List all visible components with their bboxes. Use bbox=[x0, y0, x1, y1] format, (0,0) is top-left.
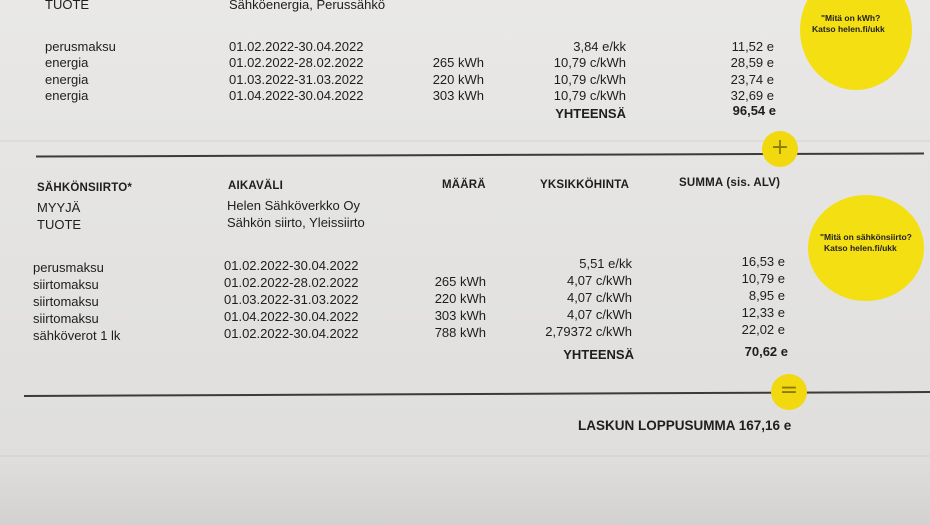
item-name: sähköverot 1 lk bbox=[33, 328, 121, 343]
item-sum: 11,52 e bbox=[731, 39, 774, 54]
info-bubble-line2: Katso helen.fi/ukk bbox=[812, 24, 885, 34]
item-sum: 23,74 e bbox=[730, 72, 774, 87]
item-name: siirtomaksu bbox=[33, 277, 99, 292]
product-label: TUOTE bbox=[37, 217, 82, 232]
item-period: 01.03.2022-31.03.2022 bbox=[229, 72, 364, 87]
product-value: Sähkön siirto, Yleissiirto bbox=[227, 215, 365, 230]
item-unit-price: 2,79372 c/kWh bbox=[545, 324, 632, 339]
item-unit-price: 4,07 c/kWh bbox=[566, 273, 632, 288]
item-unit-price: 4,07 c/kWh bbox=[566, 307, 632, 322]
product-label: TUOTE bbox=[45, 0, 90, 12]
column-header-period: AIKAVÄLI bbox=[228, 180, 284, 192]
item-unit-price: 4,07 c/kWh bbox=[566, 290, 632, 305]
info-bubble-line1: "Mitä on kWh? bbox=[821, 13, 881, 23]
item-period: 01.02.2022-30.04.2022 bbox=[229, 39, 364, 54]
item-unit-price: 10,79 c/kWh bbox=[553, 55, 626, 70]
equals-icon: = bbox=[771, 374, 807, 410]
paper-shadow bbox=[0, 455, 930, 525]
item-unit-price: 10,79 c/kWh bbox=[553, 88, 626, 103]
column-header-qty: MÄÄRÄ bbox=[442, 179, 486, 191]
item-qty: 303 kWh bbox=[434, 308, 486, 323]
subtotal-label: YHTEENSÄ bbox=[563, 347, 634, 362]
subtotal-value: 70,62 e bbox=[744, 344, 788, 359]
item-sum: 22,02 e bbox=[741, 322, 785, 337]
column-header-section: SÄHKÖNSIIRTO* bbox=[37, 182, 133, 194]
seller-value: Helen Sähköverkko Oy bbox=[227, 198, 360, 213]
subtotal-label: YHTEENSÄ bbox=[555, 106, 626, 121]
item-sum: 10,79 e bbox=[741, 271, 785, 286]
item-period: 01.03.2022-31.03.2022 bbox=[224, 292, 359, 307]
item-name: siirtomaksu bbox=[33, 294, 99, 309]
seller-label: MYYJÄ bbox=[37, 200, 81, 215]
item-period: 01.04.2022-30.04.2022 bbox=[224, 309, 359, 324]
item-qty: 265 kWh bbox=[434, 274, 486, 289]
subtotal-value: 96,54 e bbox=[732, 103, 776, 118]
item-qty: 303 kWh bbox=[432, 88, 484, 103]
item-name: energia bbox=[45, 55, 89, 70]
item-period: 01.02.2022-28.02.2022 bbox=[229, 55, 364, 70]
item-name: energia bbox=[45, 72, 89, 87]
item-name: perusmaksu bbox=[33, 260, 104, 275]
item-qty: 220 kWh bbox=[432, 72, 484, 87]
info-bubble-line2: Katso helen.fi/ukk bbox=[824, 243, 897, 253]
item-name: perusmaksu bbox=[45, 39, 116, 54]
item-period: 01.02.2022-28.02.2022 bbox=[224, 275, 359, 290]
item-name: energia bbox=[45, 88, 89, 103]
product-value: Sähköenergia, Perussähkö bbox=[229, 0, 386, 12]
info-bubble-line1: "Mitä on sähkönsiirto? bbox=[820, 232, 912, 242]
item-sum: 32,69 e bbox=[730, 88, 774, 103]
item-period: 01.02.2022-30.04.2022 bbox=[224, 326, 359, 341]
column-header-sum: SUMMA (sis. ALV) bbox=[679, 177, 781, 189]
item-qty: 788 kWh bbox=[434, 325, 486, 340]
item-qty: 265 kWh bbox=[432, 55, 484, 70]
plus-icon: + bbox=[762, 131, 798, 167]
item-unit-price: 5,51 e/kk bbox=[579, 256, 632, 271]
item-sum: 8,95 e bbox=[748, 288, 785, 303]
item-sum: 12,33 e bbox=[741, 305, 785, 320]
item-qty: 220 kWh bbox=[434, 291, 486, 306]
item-unit-price: 10,79 c/kWh bbox=[553, 72, 626, 87]
item-period: 01.02.2022-30.04.2022 bbox=[224, 258, 359, 273]
item-unit-price: 3,84 e/kk bbox=[573, 39, 626, 54]
grand-total: LASKUN LOPPUSUMMA 167,16 e bbox=[578, 418, 792, 433]
item-name: siirtomaksu bbox=[33, 311, 99, 326]
item-period: 01.04.2022-30.04.2022 bbox=[229, 88, 364, 103]
item-sum: 28,59 e bbox=[730, 55, 774, 70]
column-header-unit-price: YKSIKKÖHINTA bbox=[540, 179, 630, 191]
item-sum: 16,53 e bbox=[741, 254, 785, 269]
